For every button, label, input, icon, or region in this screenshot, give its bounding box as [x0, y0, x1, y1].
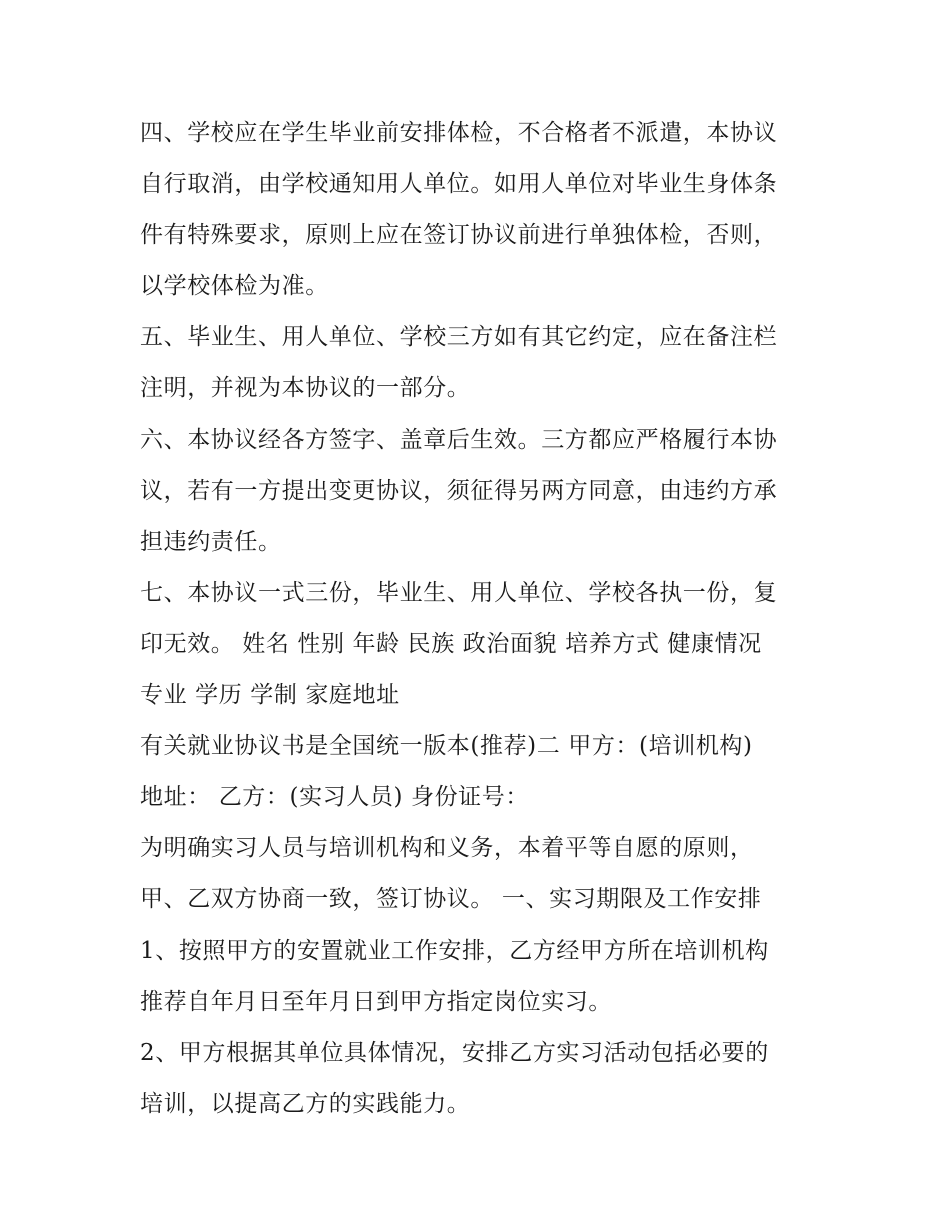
- text-line: 七、本协议一式三份，毕业生、用人单位、学校各执一份，复: [140, 579, 778, 606]
- text-line: 以学校体检为准。: [140, 273, 329, 300]
- text-line: 1、按照甲方的安置就业工作安排，乙方经甲方所在培训机构: [140, 937, 769, 964]
- text-line: 件有特殊要求，原则上应在签订协议前进行单独体检，否则，: [140, 222, 778, 249]
- text-line: 有关就业协议书是全国统一版本(推荐)二 甲方：(培训机构): [140, 733, 753, 760]
- text-line: 四、学校应在学生毕业前安排体检，不合格者不派遣，本协议: [140, 120, 778, 146]
- text-line: 地址： 乙方：(实习人员) 身份证号：: [140, 784, 529, 811]
- text-line: 六、本协议经各方签字、盖章后生效。三方都应严格履行本协: [140, 426, 778, 453]
- text-line: 推荐自年月日至年月日到甲方指定岗位实习。: [140, 988, 612, 1015]
- text-line: 专业 学历 学制 家庭地址: [140, 682, 400, 709]
- text-line: 议，若有一方提出变更协议，须征得另两方同意，由违约方承: [140, 477, 778, 504]
- document-body: [140, 108, 820, 1130]
- text-line: 担违约责任。: [140, 528, 282, 555]
- text-line: 自行取消，由学校通知用人单位。如用人单位对毕业生身体条: [140, 171, 778, 198]
- text-line: 注明，并视为本协议的一部分。: [140, 375, 471, 402]
- text-line: 2、甲方根据其单位具体情况，安排乙方实习活动包括必要的: [140, 1039, 769, 1066]
- text-line: 五、毕业生、用人单位、学校三方如有其它约定，应在备注栏: [140, 324, 778, 351]
- text-line: 甲、乙双方协商一致，签订协议。 一、实习期限及工作安排: [140, 886, 762, 913]
- text-line: 为明确实习人员与培训机构和义务，本着平等自愿的原则，: [140, 835, 754, 862]
- text-line: 培训，以提高乙方的实践能力。: [140, 1090, 471, 1117]
- text-line: 印无效。 姓名 性别 年龄 民族 政治面貌 培养方式 健康情况: [140, 630, 762, 657]
